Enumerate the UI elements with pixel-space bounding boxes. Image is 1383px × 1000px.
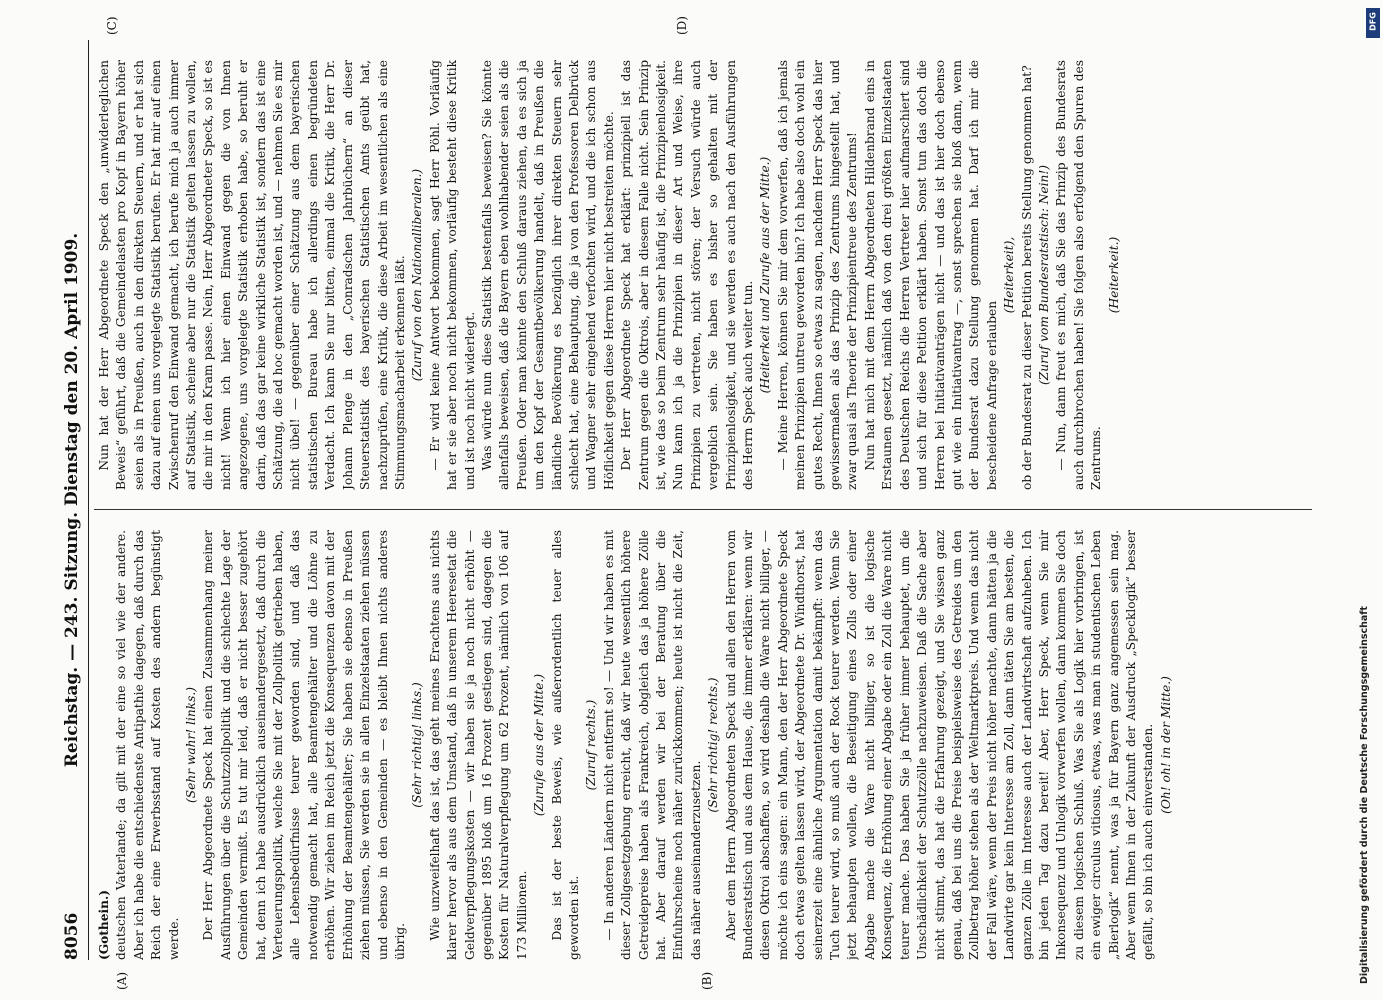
column-divider (94, 509, 1312, 510)
paragraph: ob der Bundesrat zu dieser Petition bereits Stellung genommen hat? (1019, 65, 1034, 490)
interjection: (Sehr richtig! rechts.) (706, 677, 721, 813)
margin-mark-b: (B) (700, 971, 714, 990)
interjection: (Heiterkeit.) (1106, 236, 1121, 314)
digitization-sidebar (1359, 8, 1378, 993)
paragraph: — Er wird keine Antwort bekommen, sagt Herr Pöhl. Vorläufig hat er sie aber noch nicht bekommen, vorläufig besteht diese Kritik und ist noch nicht widerlegt. (427, 60, 477, 490)
interjection: (Heiterkeit), (1002, 236, 1017, 314)
header-rule (88, 40, 89, 960)
interjection: (Zuruf vom Bundesratstisch: Nein!) (1036, 165, 1051, 385)
paragraph: deutschen Vaterlande; da gilt mit der eine so viel wie der andere. Aber ich habe die entschiedenste Antipathie dagegen, daß durch das Reich der eine Erwerbsstand auf Kosten des andern begünstigt werde. (114, 530, 181, 960)
paragraph: Wie unzweifelhaft das ist, das geht meines Erachtens aus nichts klarer hervor als aus dem Umstand, daß in unserem Heeresetat die Geldverpflegungskosten — wir haben sie ja noch nicht erhöht — gegenüber 1895 bloß um 16 Prozent gestiegen sind, dagegen die Kosten für Naturalverpflegung um 62 Prozent, nämlich von 106 auf 173 Millionen. (427, 530, 529, 960)
interjection: (Zurufe aus der Mitte.) (532, 673, 547, 817)
interjection: (Oh! oh! in der Mitte.) (1158, 676, 1173, 814)
page-number: 8056 (62, 912, 82, 960)
margin-mark-a: (A) (115, 971, 129, 990)
paragraph: Was würde nun diese Statistik bestenfalls beweisen? Sie könnte allenfalls beweisen, daß die Bayern eben wohlhabender seien als die Preußen. Oder man könnte den Schluß daraus ziehen, da es sich ja um den Kopf der Gesamtbevölkerung handelt, daß in Preußen die ländliche Bevölkerung es bezüglich ihrer direkten Steuern sehr schlecht hat, eine Behauptung, die ja von den Professoren Delbrück und Wagner sehr eingehend verfochten wird, und die ich schon aus Höflichkeit gegen diese Herren hier nicht bestreiten möchte. (479, 60, 616, 490)
digitization-note: Digitalisierung gefördert durch die Deutsche Forschungsgemeinschaft (1359, 606, 1370, 984)
interjection: (Zuruf rechts.) (584, 699, 599, 791)
interjection: (Sehr wahr! links.) (184, 687, 199, 803)
paragraph: — Nun, dann freut es mich, daß Sie das Prinzip des Bundesrats auch durchbrochen haben! Sie folgen also erfolgend den Spuren des Zentrums. (1054, 60, 1104, 490)
interjection: (Sehr richtig! links.) (410, 682, 425, 808)
dfg-logo: DFG (1366, 8, 1380, 38)
speaker-name: (Gothein.) (97, 889, 111, 960)
left-column (96, 530, 1311, 960)
paragraph: Aber dem Herrn Abgeordneten Speck und allen den Herren vom Bundesratstisch und aus dem Hause, die immer erklären: wenn wir diesen Oktroi abschaffen, so wird deshalb die Ware nicht billiger, — möchte ich eins sagen: ein Mann, den der Herr Abgeordnete Speck doch etwas gelten lassen wird, der Abgeordnete Dr. Windthorst, hat seinerzeit eine ähnliche Argumentation damit bekämpft: wenn das Tuch teurer wird, so muß auch der Rock teurer werden. Wenn Sie jetzt behaupten wollen, die Beseitigung eines Zolls oder einer Abgabe mache die Ware nicht billiger, so ist die logische Konsequenz, die Erhöhung einer Abgabe oder ein Zoll die Ware nicht teurer mache. Das haben Sie ja früher immer behauptet, um die Unschädlichkeit der Schutzzölle nachzuweisen. Daß die Sache aber nicht stimmt, das hat die Erfahrung gezeigt, und Sie wissen ganz genau, daß bei uns die Preise beispielsweise des Getreides um den Zollbetrag höher stehen als der Weltmarktpreis. Und wenn das nicht der Fall wäre, wenn der Preis nicht höher machte, dann hätten ja die Landwirte gar kein Interesse am Zoll, dann täten Sie am besten, die ganzen Zölle im Interesse auch der Landwirtschaft aufzuheben. Ich bin jeden Tag dazu bereit! Aber, Herr Speck, wenn Sie mir Inkonsequenz und Unlogik vorwerfen wollen, dann kommen Sie doch zu diesem logischen Schluß. Was Sie als Logik hier vorbringen, ist ein ewiger circulus vitiosus, etwas, was man in studentischen Leben „Bierlogik“ nennt, was ja für Bayern ganz angemessen sein mag. Aber wenn Ihnen in der Zukunft der Ausdruck „Specklogik“ besser gefällt, so bin ich auch einverstanden. (723, 530, 1156, 960)
paragraph: Der Herr Abgeordnete Speck hat erklärt: prinzipiell ist das Zentrum gegen die Oktrois, aber in diesem Falle nicht. Sein Prinzip ist, wie das so beim Zentrum sehr häufig ist, die Prinzipienlosigkeit. Nun kann ich ja die Prinzipien in dieser Art und Weise, ihre Prinzipien zu vertreten, nicht stören; der Versuch würde auch vergeblich sein. Sie haben es bisher so gehalten mit der Prinzipienlosigkeit, und sie werden es auch nach den Ausführungen des Herrn Speck auch weiter tun. (619, 60, 756, 490)
paragraph: Nun hat mich mit dem Herrn Abgeordneten Hildenbrand eins in Erstaunen gesetzt, nämlich daß von den drei größten Einzelstaaten des Deutschen Reichs die Herren Vertreter hier aufmarschiert sind und sich für diese Petition erklärt haben. Sonst tun das doch die Herren bei Initiativanträgen nicht — und das ist hier doch ebenso gut wie ein Initiativantrag —, sonst sprechen sie bloß dann, wenn der Bundesrat dazu Stellung genommen hat. Darf ich mir die bescheidene Anfrage erlauben (862, 60, 999, 490)
margin-mark-d: (D) (675, 16, 689, 35)
rotated-page-content (60, 16, 1320, 990)
paragraph: — In anderen Ländern nicht entfernt so! — Und wir haben es mit dieser Zollgesetzgebung erreicht, daß wir heute wesentlich höhere Getreidepreise haben als Frankreich, obgleich das ja höhere Zölle hat. Aber darauf werden wir bei der Beratung über die Einfuhrscheine noch näher zurückkommen; heute ist nicht die Zeit, das näher auseinanderzusetzen. (601, 530, 703, 960)
paragraph: Der Herr Abgeordnete Speck hat einen Zusammenhang meiner Ausführungen über die Schutzzollpolitik und die schlechte Lage der Gemeinden vermißt. Es tut mir leid, daß er nicht besser zugehört hat, denn ich habe ausdrücklich auseinandergesetzt, daß durch die Verteuerungspolitik, welche Sie mit der Zollpolitik getrieben haben, alle Lebensbedürfnisse teurer geworden sind, und daß das notwendig gemacht hat, alle Beamtengehälter und die Löhne zu erhöhen. Wir ziehen im Reich jetzt die Konsequenzen davon mit der Erhöhung der Beamtengehälter; Sie haben sie ebenso in Preußen ziehen müssen, Sie werden sie in allen Einzelstaaten ziehen müssen und ebenso in den Gemeinden — es bleibt Ihnen nichts anderes übrig. (201, 530, 407, 960)
paragraph: Nun hat der Herr Abgeordnete Speck den „unwiderleglichen Beweis“ geführt, daß die Gemeindelasten pro Kopf in Bayern höher seien als in Preußen, auch in den direkten Steuern, und er hat sich dazu auf einen uns vorgelegte Statistik berufen. Er hat mir auf einen Zwischenruf den Einwand gemacht, ich berufe mich ja auch immer auf Statistik, scheine aber nur die Statistik gelten lassen zu wollen, die mir in den Kram passe. Nein, Herr Abgeordneter Speck, so ist es nicht! Wenn ich hier einen Einwand gegen die von Ihnen angezogene, uns vorgelegte Statistik erhoben habe, so beruht er darin, daß das gar keine wirkliche Statistik ist, sondern das ist eine Schätzung, die ad hoc gemacht worden ist, und — nehmen Sie es mir nicht übel! — gegenüber einer Schätzung aus dem bayerischen statistischen Bureau habe ich allerdings einen begründeten Verdacht. Ich kann Sie nur bitten, einmal die Kritik, die Herr Dr. Johann Plenge in den „Conradschen Jahrbüchern“ an dieser Steuerstatistik des bayerischen Statistischen Amts geübt hat, nachzuprüfen, eine Kritik, die diese Arbeit im wesentlichen als eine Stimmungsmacharbeit erkennen läßt. (97, 60, 407, 490)
interjection: (Heiterkeit und Zurufe aus der Mitte.) (758, 156, 773, 394)
right-column (96, 60, 1311, 490)
page-header (60, 40, 90, 960)
paragraph: Das ist der beste Beweis, wie außerordentlich teuer alles geworden ist. (549, 530, 581, 960)
paragraph: — Meine Herren, können Sie mir dem vorwerfen, daß ich jemals meinen Prinzipien untreu geworden bin? Ich habe also doch wohl ein gutes Recht, Ihnen so etwas zu sagen, nachdem Herr Speck das hier gewissermaßen als das Prinzip des Zentrums hingestellt hat, und zwar quasi als Theorie der Prinzipientreue des Zentrums! (775, 60, 860, 490)
interjection: (Zuruf von den Nationalliberalen.) (410, 168, 425, 382)
page-header-title: Reichstag. — 243. Sitzung. Dienstag den 20. April 1909. (62, 232, 82, 768)
margin-mark-c: (C) (105, 16, 119, 35)
